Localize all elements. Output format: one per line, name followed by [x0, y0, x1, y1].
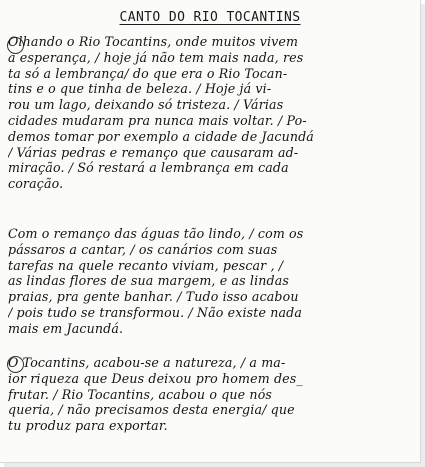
- paragraph-1: [8, 34, 412, 192]
- paragraph-2: [8, 226, 412, 337]
- text-line: as lindas flores de sua margem, e as lindas: [8, 273, 290, 289]
- text-line: O Tocantins, acabou-se a natureza, / a ma-: [8, 355, 286, 370]
- text-line: pássaros a cantar, / os canários com suas: [8, 241, 278, 257]
- text-line: praias, pra gente banhar. / Tudo isso acabou: [8, 289, 299, 305]
- text-line: cidades mudaram pra nunca mais voltar. / Po-: [8, 112, 307, 128]
- document-title-text: CANTO DO RIO TOCANTINS: [119, 10, 301, 25]
- text-line: ior riqueza que Deus deixou pro homem des_: [8, 370, 303, 386]
- paragraph-3: [8, 355, 412, 434]
- text-line: ta só a lembrança/ do que era o Rio Tocan-: [8, 65, 288, 81]
- text-line: / pois tudo se transformou. / Não existe nada: [8, 304, 303, 320]
- text-line: a esperança, / hoje já não tem mais nada, res: [8, 49, 304, 65]
- text-line: demos tomar por exemplo a cidade de Jacundá: [8, 128, 314, 144]
- text-line: miração. / Só restará a lembrança em cada: [8, 160, 289, 176]
- text-line: frutar. / Rio Tocantins, acabou o que nós: [8, 386, 273, 402]
- text-line: tins e o que tinha de beleza. / Hoje já vi-: [8, 81, 272, 97]
- text-line: Com o remanço das águas tão lindo, / com os: [8, 226, 304, 241]
- text-line: rou um lago, deixando só tristeza. / Várias: [8, 97, 284, 113]
- text-line: / Várias pedras e remanço que causaram ad-: [8, 144, 299, 160]
- text-line: coração.: [8, 176, 64, 192]
- text-line: mais em Jacundá.: [8, 320, 124, 336]
- text-line: tarefas na quele recanto viviam, pescar , /: [8, 257, 284, 273]
- document-title: [0, 10, 420, 25]
- text-line: tu produz para exportar.: [8, 418, 168, 434]
- text-line: queria, / não precisamos desta energia/ que: [8, 402, 295, 418]
- text-line: Olhando o Rio Tocantins, onde muitos vivem: [8, 34, 299, 49]
